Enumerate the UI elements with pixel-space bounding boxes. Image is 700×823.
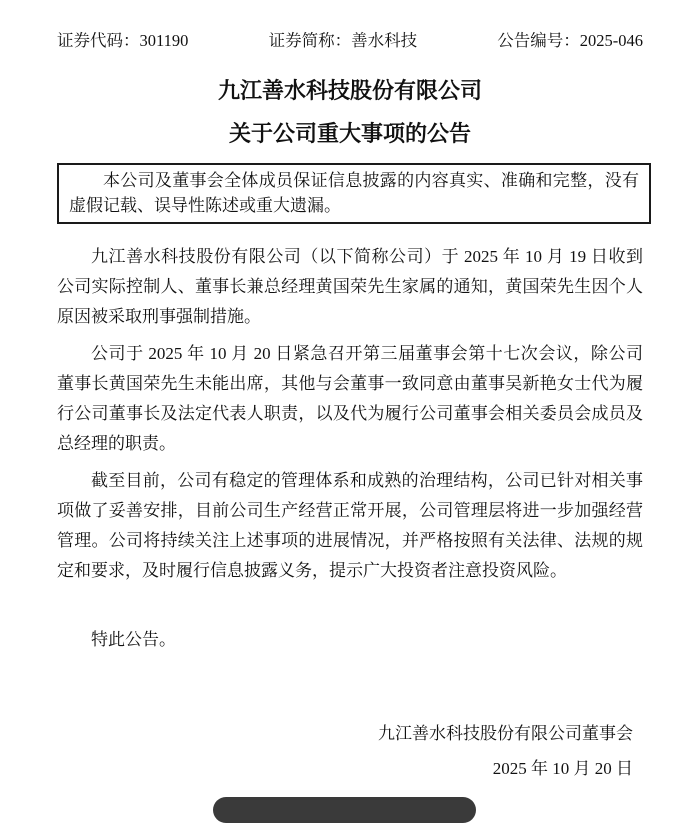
stock-code: 证券代码：301190 bbox=[57, 31, 189, 50]
disclaimer-box bbox=[57, 163, 651, 224]
bottom-overlay-pill[interactable] bbox=[213, 797, 476, 823]
signature-block bbox=[57, 719, 643, 784]
closing-statement: 特此公告。 bbox=[91, 630, 176, 649]
disclaimer-text: 本公司及董事会全体成员保证信息披露的内容真实、准确和完整，没有虚假记载、误导性陈述或重大遗漏。 bbox=[69, 171, 639, 215]
board-signature: 九江善水科技股份有限公司董事会 bbox=[378, 724, 633, 743]
body-paragraph: 截至目前，公司有稳定的管理体系和成熟的治理结构，公司已针对相关事项做了妥善安排，目前公司生产经营正常开展，公司管理层将进一步加强经营管理。公司将持续关注上述事项的进展情况，并严格按照有关法律、法规的规定和要求，及时履行信息披露义务，提示广大投资者注意投资风险。 bbox=[57, 471, 643, 580]
announcement-subject-title: 关于公司重大事项的公告 bbox=[228, 121, 471, 146]
document-header bbox=[57, 31, 643, 51]
announcement-document bbox=[0, 31, 700, 784]
body-paragraph: 公司于 2025 年 10 月 20 日紧急召开第三届董事会第十七次会议，除公司董事长黄国荣先生未能出席，其他与会董事一致同意由董事吴新艳女士代为履行公司董事长及法定代表人职责，以及代为履行公司董事会相关委员会成员及总经理的职责。 bbox=[57, 344, 643, 453]
announcement-date: 2025 年 10 月 20 日 bbox=[492, 759, 633, 778]
announcement-number: 公告编号：2025-046 bbox=[497, 31, 643, 50]
body-paragraph: 九江善水科技股份有限公司（以下简称公司）于 2025 年 10 月 19 日收到公司实际控制人、董事长兼总经理黄国荣先生家属的通知，黄国荣先生因个人原因被采取刑事强制措施。 bbox=[57, 247, 643, 326]
stock-short-name: 证券简称：善水科技 bbox=[268, 31, 418, 50]
company-name-title: 九江善水科技股份有限公司 bbox=[217, 78, 482, 103]
